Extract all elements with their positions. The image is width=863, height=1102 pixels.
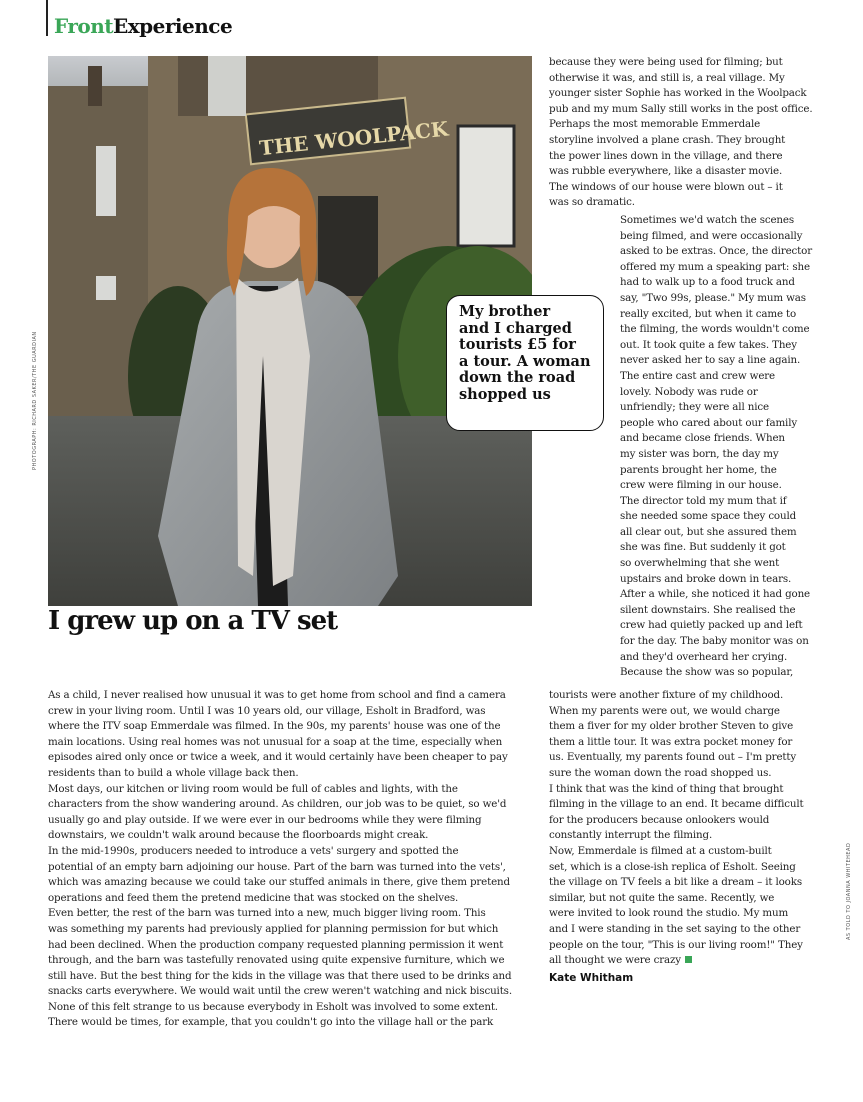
body-text-line: Most days, our kitchen or living room would be full of cables and lights, with the [48, 782, 458, 795]
body-text-line: characters from the show wandering around. As children, our job was to be quiet, so we'd [48, 798, 507, 811]
pull-quote-line: shopped us [459, 385, 551, 403]
body-text-line: sure the woman down the road shopped us. [549, 766, 772, 779]
body-text-line: and became close friends. When [620, 432, 785, 445]
body-text-line: As a child, I never realised how unusual it was to get home from school and find a camera [48, 689, 506, 701]
body-text-line: Now, Emmerdale is filmed at a custom-built [549, 844, 772, 857]
body-text-line: and they'd overheard her crying. [620, 650, 788, 663]
body-text-line: constantly interrupt the filming. [549, 829, 713, 842]
section-header [54, 14, 232, 38]
pull-quote [446, 295, 604, 431]
body-text-line: otherwise it was, and still is, a real village. My [549, 71, 785, 84]
pull-quote-line: and I charged [459, 319, 572, 337]
body-text-line: set, which is a close-ish replica of Esholt. Seeing [549, 860, 796, 873]
body-text-line: the filming, the words wouldn't come [620, 323, 810, 336]
body-text-line: main locations. Using real homes was not unusual for a soap at the time, especially when [48, 735, 503, 748]
body-text-line: was rubble everywhere, like a disaster movie. [549, 165, 783, 178]
body-text-line: them a little tour. It was extra pocket money for [549, 735, 793, 748]
body-text-line: parents brought her home, the [620, 463, 777, 476]
body-text-line: offered my mum a speaking part: she [620, 260, 810, 273]
body-text-line: say, "Two 99s, please." My mum was [620, 291, 806, 304]
body-text-line: all clear out, but she assured them [620, 525, 797, 538]
section-experience: Experience [113, 14, 233, 38]
body-text-line: After a while, she noticed it had gone [620, 588, 811, 601]
body-text-line: usually go and play outside. If we were ever in our bedrooms while they were filming [48, 813, 482, 826]
body-text-line: younger sister Sophie has worked in the Woolpack [549, 87, 807, 100]
photo-sign-text: THE WOOLPACK [258, 116, 450, 161]
body-text-line: really excited, but when it came to [620, 307, 797, 320]
body-text-line: potential of an empty barn adjoining our house. Part of the barn was turned into the vets', [48, 860, 506, 873]
body-text-line: people on the tour, "This is our living room!" They [549, 938, 803, 951]
pull-quote-line: My brother [459, 303, 551, 320]
body-text-line: was so dramatic. [549, 196, 635, 209]
body-text-line: crew in your living room. Until I was 10 years old, our village, Esholt in Bradford, was [48, 704, 486, 717]
body-text-line: When my parents were out, we would charge [549, 704, 780, 717]
body-text-line: unfriendly; they were all nice [620, 401, 769, 414]
body-text-line: us. Eventually, my parents found out – I'm pretty [549, 751, 797, 764]
body-text-line: tourists were another fixture of my childhood. [549, 689, 784, 701]
body-text-line: pub and my mum Sally still works in the post office. [549, 102, 813, 115]
body-text-line: had been declined. When the production company requested planning permission it went [48, 938, 504, 951]
body-text-line: residents than to build a whole village back then. [48, 766, 299, 779]
photo-credit: PHOTOGRAPH: RICHARD SAKER/THE GUARDIAN [32, 331, 38, 470]
body-text-line: There would be times, for example, that you couldn't go into the village hall or the park [48, 1016, 494, 1029]
body-text-line: Sometimes we'd watch the scenes [620, 214, 794, 226]
body-text-line: was something my parents had previously applied for planning permission for but which [48, 922, 499, 935]
body-text-line: The director told my mum that if [620, 494, 787, 507]
body-text-line: still have. But the best thing for the kids in the village was that there used to be drinks and [48, 969, 512, 982]
body-text-line: through, and the barn was tastefully renovated using quite expensive furniture, which we [48, 954, 505, 967]
byline: Kate Whitham [549, 972, 634, 984]
body-text-line: similar, but not quite the same. Recently, we [549, 891, 775, 904]
body-column-right-bottom [549, 688, 803, 969]
body-column-right-top [549, 55, 812, 211]
section-front: Front [54, 14, 114, 38]
body-text-line: the village on TV feels a bit like a dream – it looks [549, 876, 802, 889]
pull-quote-line: tourists £5 for [459, 336, 576, 353]
side-credit: AS TOLD TO JOANNA WHITEHEAD [846, 842, 852, 940]
pull-quote-line: down the road [459, 369, 576, 386]
body-text-line: people who cared about our family [620, 416, 798, 429]
body-text-line: had to walk up to a food truck and [620, 276, 795, 289]
body-text-line: crew had quietly packed up and left [620, 619, 803, 632]
body-text-line: for the producers because onlookers would [549, 813, 770, 826]
body-text-line: my sister was born, the day my [620, 447, 779, 460]
body-text-line: out. It took quite a few takes. They [620, 338, 797, 351]
body-column-right-narrow [620, 213, 812, 681]
body-text-line: because they were being used for filming; but [549, 56, 783, 68]
body-text-line: them a fiver for my older brother Steven to give [549, 720, 794, 733]
body-text-line: upstairs and broke down in tears. [620, 572, 792, 585]
body-text-line: she needed some space they could [620, 510, 797, 523]
body-text-line: None of this felt strange to us because everybody in Esholt was involved to some extent. [48, 1000, 498, 1013]
body-text-line: she was fine. But suddenly it got [620, 541, 786, 554]
body-text-line: crew were filming in our house. [620, 479, 782, 492]
body-text-line: snacks carts everywhere. We would wait until the crew weren't watching and nick biscuits. [48, 985, 512, 998]
body-text-line: The windows of our house were blown out – it [549, 180, 783, 193]
body-text-line: operations and feed them the pretend medicine that was stocked on the shelves. [48, 891, 459, 904]
body-text-line: filming in the village to an end. It became difficult [549, 798, 804, 811]
body-text-line: all thought we were crazy [549, 953, 803, 969]
body-text-line: Perhaps the most memorable Emmerdale [549, 118, 761, 131]
body-text-line: I think that was the kind of thing that brought [549, 782, 784, 795]
body-text-line: Even better, the rest of the barn was turned into a new, much bigger living room. This [48, 907, 486, 920]
body-text-line: so overwhelming that she went [620, 557, 780, 570]
body-text-line: downstairs, we couldn't walk around because the floorboards might creak. [48, 829, 429, 842]
body-text-line: which was amazing because we could take our stuffed animals in there, give them pretend [48, 876, 510, 889]
body-text-line: storyline involved a plane crash. They brought [549, 133, 786, 146]
body-text-line: where the ITV soap Emmerdale was filmed. In the 90s, my parents' house was one of the [48, 720, 501, 733]
body-text-line: silent downstairs. She realised the [620, 603, 796, 616]
body-column-left [48, 688, 512, 1031]
body-text-line: for the day. The baby monitor was on [620, 635, 809, 648]
pull-quote-line: a tour. A woman [459, 352, 591, 370]
body-text-line: were invited to look round the studio. My mum [549, 907, 789, 920]
body-text-line: asked to be extras. Once, the director [620, 245, 812, 258]
body-text-line: The entire cast and crew were [620, 369, 775, 382]
headline: I grew up on a TV set [48, 606, 338, 636]
section-rule [46, 0, 48, 36]
body-text-line: In the mid-1990s, producers needed to introduce a vets' surgery and spotted the [48, 844, 459, 857]
body-text-line: and I were standing in the set saying to the other [549, 922, 801, 935]
end-mark-icon [685, 956, 692, 963]
body-text-line: the power lines down in the village, and there [549, 149, 783, 162]
body-text-line: Because the show was so popular, [620, 666, 794, 679]
body-text-line: never asked her to say a line again. [620, 354, 801, 367]
body-text-line: being filmed, and were occasionally [620, 229, 803, 242]
body-text-line: lovely. Nobody was rude or [620, 385, 758, 398]
body-text-line: episodes aired only once or twice a week, and it would certainly have been cheaper to pay [48, 751, 508, 764]
